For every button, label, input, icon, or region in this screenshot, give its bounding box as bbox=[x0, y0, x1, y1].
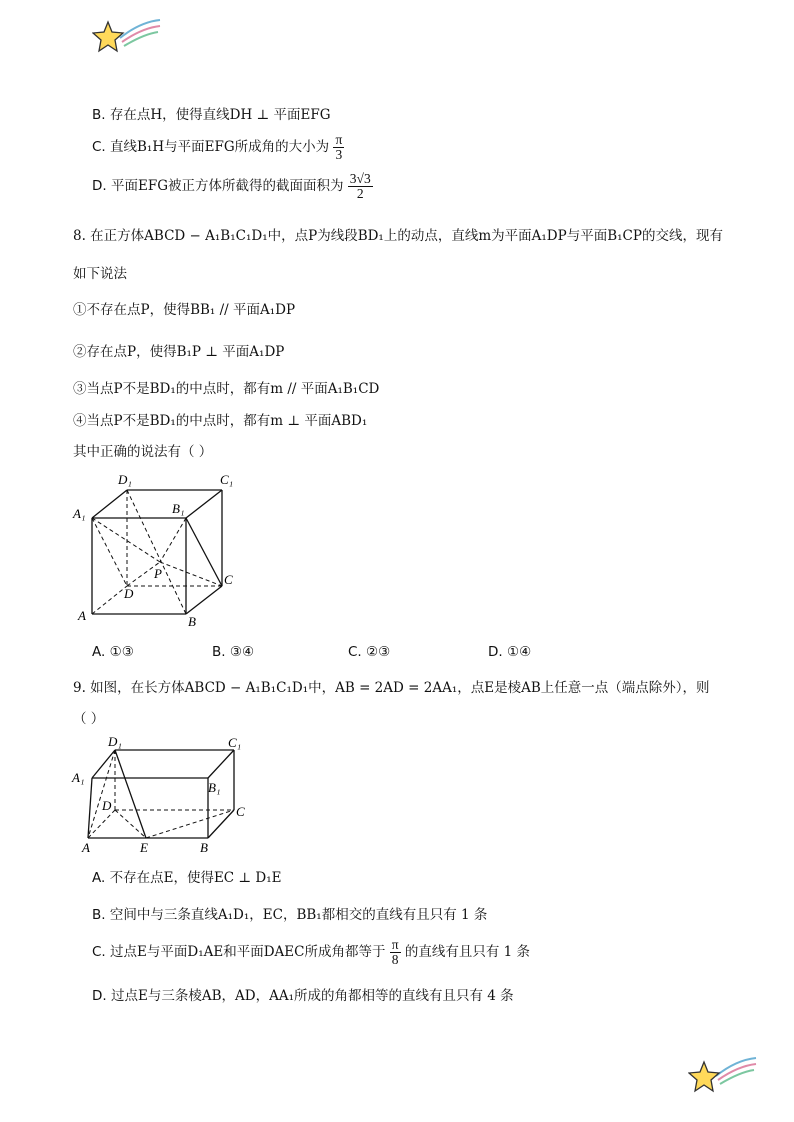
q9-stem-line2: （ ） bbox=[73, 711, 105, 727]
label-c: C bbox=[224, 572, 233, 587]
q8-stem-line2: 如下说法 bbox=[73, 266, 127, 282]
shooting-star-icon bbox=[92, 16, 162, 58]
q7-option-b: B. 存在点H，使得直线DH ⊥ 平面EFG bbox=[92, 107, 331, 123]
q9-option-b[interactable]: B. 空间中与三条直线A₁D₁，EC，BB₁都相交的直线有且只有 1 条 bbox=[92, 907, 488, 923]
q8-statement-2: ②存在点P，使得B₁P ⊥ 平面A₁DP bbox=[73, 344, 285, 360]
label-b1: B₁ bbox=[172, 501, 185, 516]
label-b: B bbox=[200, 840, 208, 855]
fraction: $\frac{\pi}{8}$ bbox=[391, 937, 399, 968]
q8-stem-line1: 8. 在正方体ABCD − A₁B₁C₁D₁中，点P为线段BD₁上的动点，直线m为平面A₁DP与平面B₁CP的交线，现有 bbox=[73, 228, 723, 244]
q8-cube-figure bbox=[70, 470, 250, 630]
q8-statement-4: ④当点P不是BD₁的中点时，都有m ⊥ 平面ABD₁ bbox=[73, 413, 368, 429]
q8-choice-d[interactable]: D. ①④ bbox=[488, 644, 532, 660]
q8-choice-a[interactable]: A. ①③ bbox=[92, 644, 134, 660]
fraction: $\frac{3√3}{2}$ bbox=[349, 171, 371, 202]
label-e: E bbox=[140, 840, 148, 855]
label-a1: A₁ bbox=[72, 770, 85, 785]
label-b: B bbox=[188, 614, 196, 629]
label-c1: C₁ bbox=[228, 735, 242, 750]
label-a: A bbox=[82, 840, 90, 855]
label-d1: D₁ bbox=[118, 472, 132, 487]
fraction: $\frac{\pi}{3}$ bbox=[335, 132, 343, 163]
label-d1: D₁ bbox=[108, 734, 122, 749]
q9-cuboid-figure bbox=[70, 730, 260, 855]
label-a: A bbox=[78, 608, 86, 623]
label-b1: B₁ bbox=[208, 780, 221, 795]
q9-stem-line1: 9. 如图，在长方体ABCD − A₁B₁C₁D₁中，AB = 2AD = 2AA₁，点E是棱AB上任意一点（端点除外），则 bbox=[73, 680, 710, 696]
label-c: C bbox=[236, 804, 245, 819]
q8-question: 其中正确的说法有（ ） bbox=[73, 444, 213, 460]
label-d: D bbox=[102, 798, 112, 813]
q9-option-c[interactable]: C. 过点E与平面D₁AE和平面DAEC所成角都等于 $\frac{\pi}{8}$ 的直线有且只有 1 条 bbox=[92, 937, 531, 968]
label-a1: A₁ bbox=[73, 506, 86, 521]
q7-option-d: D. 平面EFG被正方体所截得的截面面积为 $\frac{3√3}{2}$ bbox=[92, 171, 371, 202]
q9-option-a[interactable]: A. 不存在点E，使得EC ⊥ D₁E bbox=[92, 870, 282, 886]
shooting-star-icon bbox=[688, 1052, 758, 1096]
q7-option-c: C. 直线B₁H与平面EFG所成角的大小为 $\frac{\pi}{3}$ bbox=[92, 132, 343, 163]
q8-choice-c[interactable]: C. ②③ bbox=[348, 644, 391, 660]
q8-choice-b[interactable]: B. ③④ bbox=[212, 644, 255, 660]
q8-statement-3: ③当点P不是BD₁的中点时，都有m // 平面A₁B₁CD bbox=[73, 381, 380, 397]
q8-statement-1: ①不存在点P，使得BB₁ // 平面A₁DP bbox=[73, 302, 296, 318]
label-d: D bbox=[124, 586, 134, 601]
label-p: P bbox=[154, 566, 162, 581]
label-c1: C₁ bbox=[220, 472, 234, 487]
q9-option-d[interactable]: D. 过点E与三条棱AB，AD，AA₁所成的角都相等的直线有且只有 4 条 bbox=[92, 988, 514, 1004]
